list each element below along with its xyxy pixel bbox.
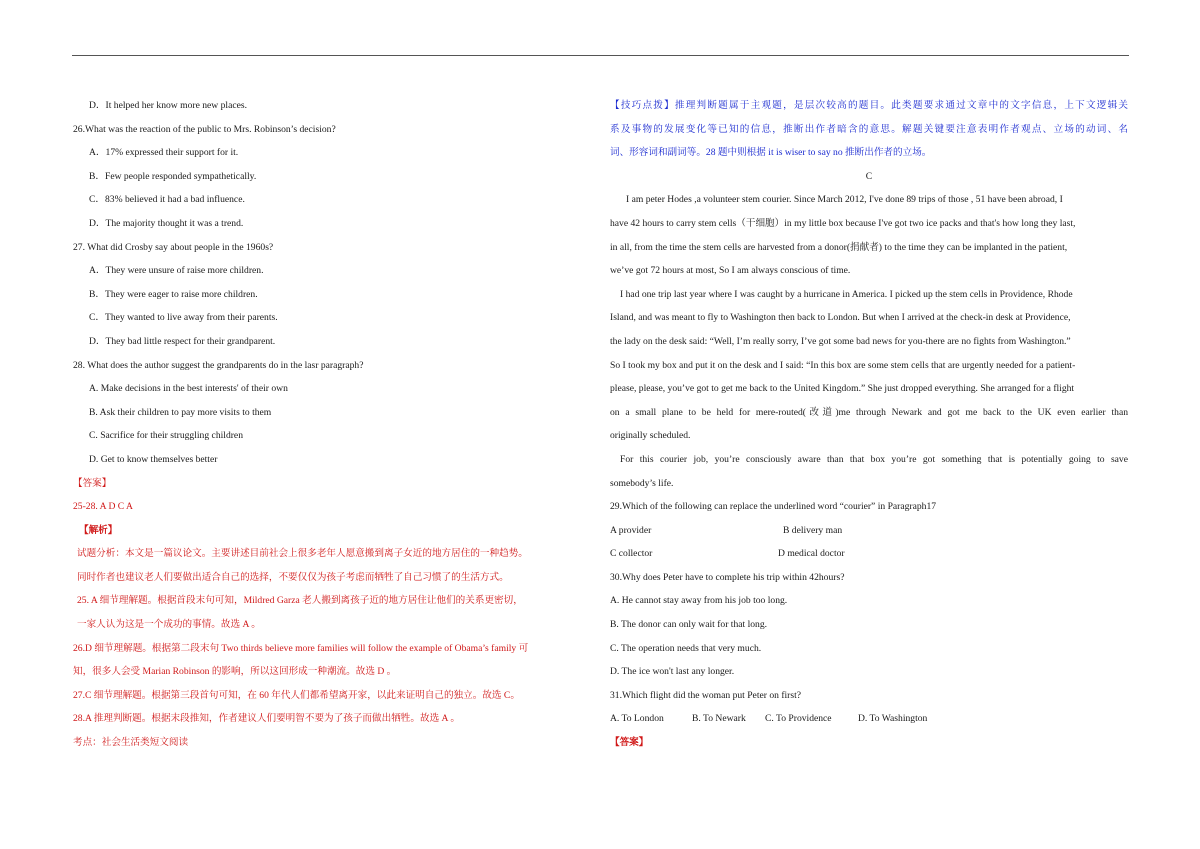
passage-line-5: I had one trip last year where I was caught by a hurricane in America. I picked up the stem cells in Providence, Rhode bbox=[620, 288, 1073, 300]
passage-line-9: please, please, you’ve got to get me back to the United Kingdom.” She just dropped everything. She arranged for a flight bbox=[610, 383, 1075, 395]
q31-option-b: B. To Newark bbox=[692, 713, 746, 725]
q27-option-d: D．They bad little respect for their grandparent. bbox=[89, 335, 276, 347]
tip-line-2: 系及事物的发展变化等已知的信息，推断出作者暗含的意思。解题关键要注意表明作者观点、立场的动词、名 bbox=[610, 123, 1128, 135]
note-26-line-1: 26.D 细节理解题。根据第二段末句 Two thirds believe more families will follow the example of Obama’s family 可 bbox=[73, 642, 529, 654]
passage-line-13: somebody’s life. bbox=[610, 477, 674, 489]
note-26-line-2: 知，很多人会受 Marian Robinson 的影响，所以这回形成一种潮流。故选 D 。 bbox=[73, 666, 397, 678]
note-27: 27.C 细节理解题。根据第三段首句可知，在 60 年代人们都希望离开家，以此来证明自己的独立。故选 C。 bbox=[73, 689, 520, 701]
q26-option-d: D．The majority thought it was a trend. bbox=[89, 217, 244, 229]
left-column bbox=[73, 94, 591, 755]
q29-option-b: B delivery man bbox=[783, 524, 843, 536]
q30-option-d: D. The ice won't last any longer. bbox=[610, 666, 735, 678]
answer-label-right: 【答案】 bbox=[610, 737, 649, 749]
q30-stem: 30.Why does Peter have to complete his trip within 42hours? bbox=[610, 571, 845, 583]
passage-line-3: in all, from the time the stem cells are harvested from a donor(捐献者) to the time they can be implanted in the patient, bbox=[610, 241, 1068, 253]
right-column bbox=[610, 94, 1128, 755]
q28-stem: 28. What does the author suggest the grandparents do in the lasr paragraph? bbox=[73, 359, 364, 371]
analysis-line-2: 同时作者也建议老人们要做出适合自己的选择，不要仅仅为孩子考虑而牺牲了自己习惯了的生活方式。 bbox=[77, 571, 509, 583]
q30-option-a: A. He cannot stay away from his job too long. bbox=[610, 595, 788, 607]
q27-option-a: A．They were unsure of raise more children. bbox=[89, 265, 264, 277]
q26-option-a: A．17% expressed their support for it. bbox=[89, 147, 239, 159]
note-28: 28.A 推理判断题。根据末段推知，作者建议人们要明智不要为了孩子而做出牺牲。故选 A 。 bbox=[73, 713, 460, 725]
q28-option-b: B. Ask their children to pay more visits to them bbox=[89, 406, 272, 418]
passage-line-2: have 42 hours to carry stem cells（干细胞）in my little box because I've got two ice packs and that's how long they last, bbox=[610, 217, 1076, 229]
q30-option-b: B. The donor can only wait for that long. bbox=[610, 619, 768, 631]
passage-line-7: the lady on the desk said: “Well, I’m really sorry, I’ve got some bad news for you-there are no fights from Washington.” bbox=[610, 335, 1071, 347]
q31-option-d: D. To Washington bbox=[858, 713, 928, 725]
q31-option-c: C. To Providence bbox=[765, 713, 832, 725]
section-heading: C bbox=[865, 170, 873, 182]
answer-text: 25-28. A D C A bbox=[73, 501, 133, 513]
passage-line-11: originally scheduled. bbox=[610, 430, 691, 442]
q29-option-c: C collector bbox=[610, 548, 653, 560]
passage-line-8: So I took my box and put it on the desk and I said: “In this box are some stem cells that are urgently needed for a patient- bbox=[610, 359, 1076, 371]
header-rule bbox=[72, 55, 1129, 56]
q29-options-row-2 bbox=[610, 542, 1128, 566]
q29-options-row-1 bbox=[610, 519, 1128, 543]
analysis-line-4: 一家人认为这是一个成功的事情。故选 A 。 bbox=[77, 619, 261, 631]
passage-line-12: For this courier job, you’re consciously aware than that box you’re got something that is potentially going to save bbox=[620, 453, 1128, 465]
answer-label: 【答案】 bbox=[73, 477, 112, 489]
q30-option-c: C. The operation needs that very much. bbox=[610, 642, 762, 654]
q31-option-a: A. To London bbox=[610, 713, 664, 725]
q26-stem: 26.What was the reaction of the public to Mrs. Robinson’s decision? bbox=[73, 123, 336, 135]
q29-option-d: D medical doctor bbox=[778, 548, 845, 560]
q26-option-c: C．83% believed it had a bad influence. bbox=[89, 194, 245, 206]
q27-option-b: B．They were eager to raise more children. bbox=[89, 288, 258, 300]
passage-line-6: Island, and was meant to fly to Washington then back to London. But when I arrived at the check-in desk at Providence, bbox=[610, 312, 1071, 324]
analysis-label: 【解析】 bbox=[79, 524, 118, 536]
q25-option-d: D．It helped her know more new places. bbox=[89, 100, 247, 111]
q28-option-c: C. Sacrifice for their struggling children bbox=[89, 430, 243, 442]
q29-option-a: A provider bbox=[610, 524, 652, 536]
kaodian: 考点：社会生活类短文阅读 bbox=[73, 737, 189, 749]
q27-stem: 27. What did Crosby say about people in the 1960s? bbox=[73, 241, 274, 253]
tip-line-3: 词、形容词和副词等。28 题中则根据 it is wiser to say no 推断出作者的立场。 bbox=[610, 147, 932, 159]
analysis-line-3: 25. A 细节理解题。根据首段末句可知，Mildred Garza 老人搬到离孩子近的地方居住让他们的关系更密切， bbox=[77, 595, 523, 607]
q27-option-c: C．They wanted to live away from their parents. bbox=[89, 312, 278, 324]
q28-option-a: A. Make decisions in the best interests' of their own bbox=[89, 383, 288, 395]
q31-options-row bbox=[610, 707, 1128, 731]
passage-line-10: on a small plane to be held for mere-routed(改道)me through Newark and got me back to the UK even earlier than bbox=[610, 406, 1128, 418]
q31-stem: 31.Which flight did the woman put Peter on first? bbox=[610, 689, 802, 701]
passage-line-4: we’ve got 72 hours at most, So I am always conscious of time. bbox=[610, 265, 851, 277]
passage-line-1: I am peter Hodes ,a volunteer stem courier. Since March 2012, I've done 89 trips of those , 51 have been abroad, I bbox=[626, 194, 1063, 206]
analysis-line-1: 试题分析：本文是一篇议论文。主要讲述目前社会上很多老年人愿意搬到离子女近的地方居住的一种趋势。 bbox=[77, 548, 528, 560]
q29-stem: 29.Which of the following can replace the underlined word “courier” in Paragraph17 bbox=[610, 501, 937, 513]
q28-option-d: D. Get to know themselves better bbox=[89, 453, 218, 465]
q26-option-b: B．Few people responded sympathetically. bbox=[89, 170, 257, 182]
tip-line-1: 【技巧点拨】推理判断题属于主观题，是层次较高的题目。此类题要求通过文章中的文字信息，上下文逻辑关 bbox=[610, 100, 1128, 111]
